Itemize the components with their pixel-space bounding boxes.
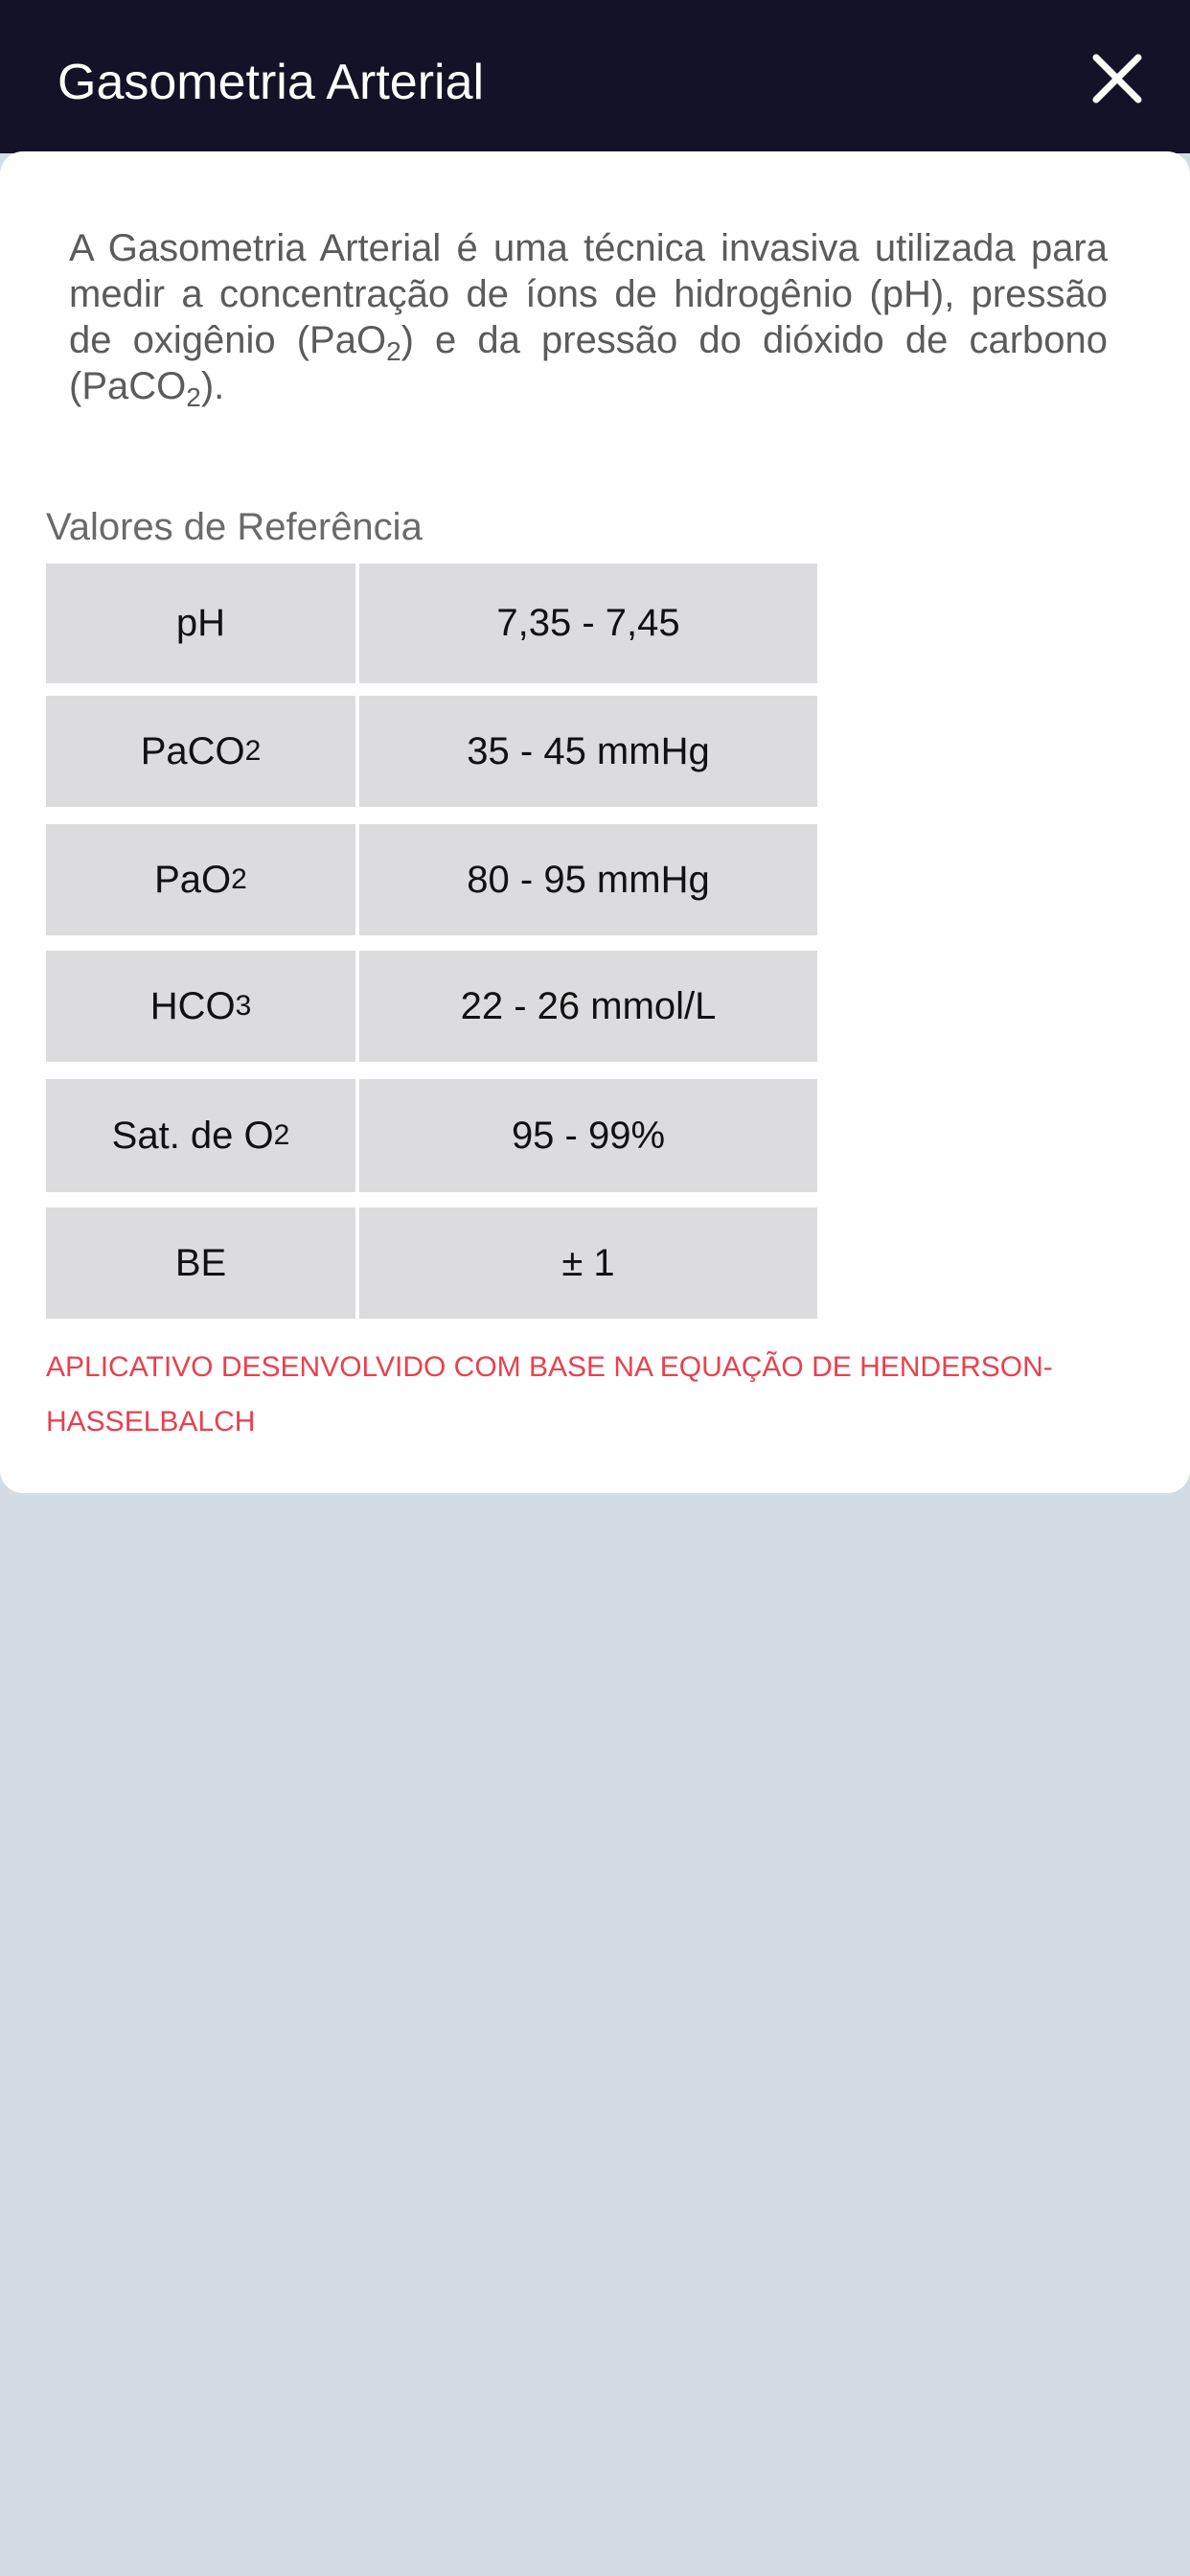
param-cell: pH xyxy=(46,564,355,683)
value-cell: 80 - 95 mmHg xyxy=(359,824,817,935)
description-text: A Gasometria Arterial é uma técnica invasiva utilizada para medir a concentração de íons de hidrogênio (pH), pressão de oxigênio (PaO$_2$) e da pressão do dióxido de carbono (PaCO$_2$). xyxy=(69,227,1108,412)
param-cell: BE xyxy=(46,1208,355,1319)
param-cell: PaO 2 xyxy=(46,824,355,935)
table-row xyxy=(46,824,817,935)
close-icon xyxy=(1079,40,1156,117)
info-card xyxy=(0,151,1190,1493)
param-cell: PaCO 2 xyxy=(46,696,355,807)
reference-values-title: Valores de Referência xyxy=(46,506,423,548)
value-cell: 35 - 45 mmHg xyxy=(359,696,817,807)
value-cell: 95 - 99% xyxy=(359,1079,817,1192)
value-cell: 22 - 26 mmol/L xyxy=(359,951,817,1062)
app-header xyxy=(0,0,1190,153)
value-cell: ± 1 xyxy=(359,1208,817,1319)
table-row xyxy=(46,1079,817,1192)
value-cell: 7,35 - 7,45 xyxy=(359,564,817,683)
table-row xyxy=(46,696,817,807)
footnote-text: APLICATIVO DESENVOLVIDO COM BASE NA EQUAÇÃO DE HENDERSON-HASSELBALCH xyxy=(46,1351,1053,1438)
close-button[interactable] xyxy=(1079,40,1156,117)
param-cell: Sat. de O 2 xyxy=(46,1079,355,1192)
page-title: Gasometria Arterial xyxy=(57,55,485,110)
table-row xyxy=(46,564,817,683)
table-row xyxy=(46,951,817,1062)
param-cell: HCO 3 xyxy=(46,951,355,1062)
table-row xyxy=(46,1208,817,1319)
